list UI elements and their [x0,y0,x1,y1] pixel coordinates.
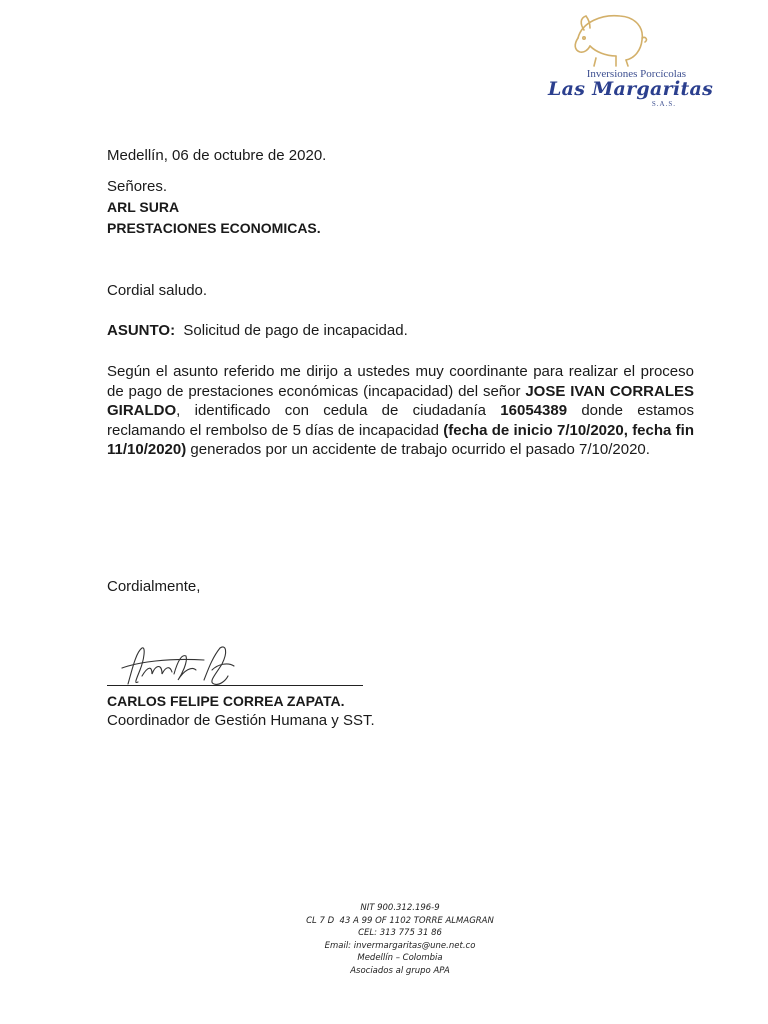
greeting: Cordial saludo. [107,282,208,299]
start-date: (fecha de inicio 7/10/2020 [443,421,624,439]
footer-phone: CEL: 313 775 31 86 [358,928,442,938]
closing: Cordialmente, [107,578,201,595]
company-logo [540,8,714,108]
footer-address: CL 7 D 43 A 99 OF 1102 TORRE ALMAGRAN [306,915,494,926]
footer-nit: NIT 900.312.196-9 [360,903,440,913]
footer-city: Medellín – Colombia [357,953,443,963]
body-text-3: donde estamos reclamando el rembolso de 5 días de incapacidad [107,402,694,439]
body-text-1: Según el asunto referido me dirijo a ustedes muy coordinante para realizar el proceso de pago de prestaciones económicas (incapacidad) del señor [107,363,694,400]
handwritten-signature [108,640,258,690]
body-text-5: generados por un accidente de trabajo ocurrido el pasado 7/10/2020. [186,441,650,458]
subject-colon: : [170,322,176,339]
signer-title: Coordinador de Gestión Humana y SST. [107,712,375,729]
subject-text: Solicitud de pago de incapacidad. [183,322,408,339]
recipient-name: ARL SURA [107,199,180,215]
footer [0,902,768,977]
subject-line [107,321,408,341]
signature-line [107,685,363,686]
logo-suffix: S.A.S. [651,100,676,108]
subject-label: ASUNTO [107,322,171,339]
end-date: fecha fin 11/10/2020) [107,421,694,458]
employee-name: JOSE IVAN CORRALES GIRALDO [107,382,694,419]
salutation: Señores. [107,178,168,195]
footer-group: Asociados al grupo APA [350,965,450,976]
recipient-department: PRESTACIONES ECONOMICAS. [107,220,321,236]
letter-date: Medellín, 06 de octubre de 2020. [107,147,327,164]
date-separator: , [623,421,633,439]
signer-name: CARLOS FELIPE CORREA ZAPATA. [107,693,345,709]
employee-id: 16054389 [500,402,568,419]
logo-wordmark: Las Margaritas [548,78,714,100]
body-text-2: , identificado con cedula de ciudadanía [176,402,501,419]
logo-subtitle: Inversiones Porcícolas [586,68,686,80]
body-paragraph [107,362,694,460]
footer-email: Email: invermargaritas@une.net.co [324,940,476,951]
